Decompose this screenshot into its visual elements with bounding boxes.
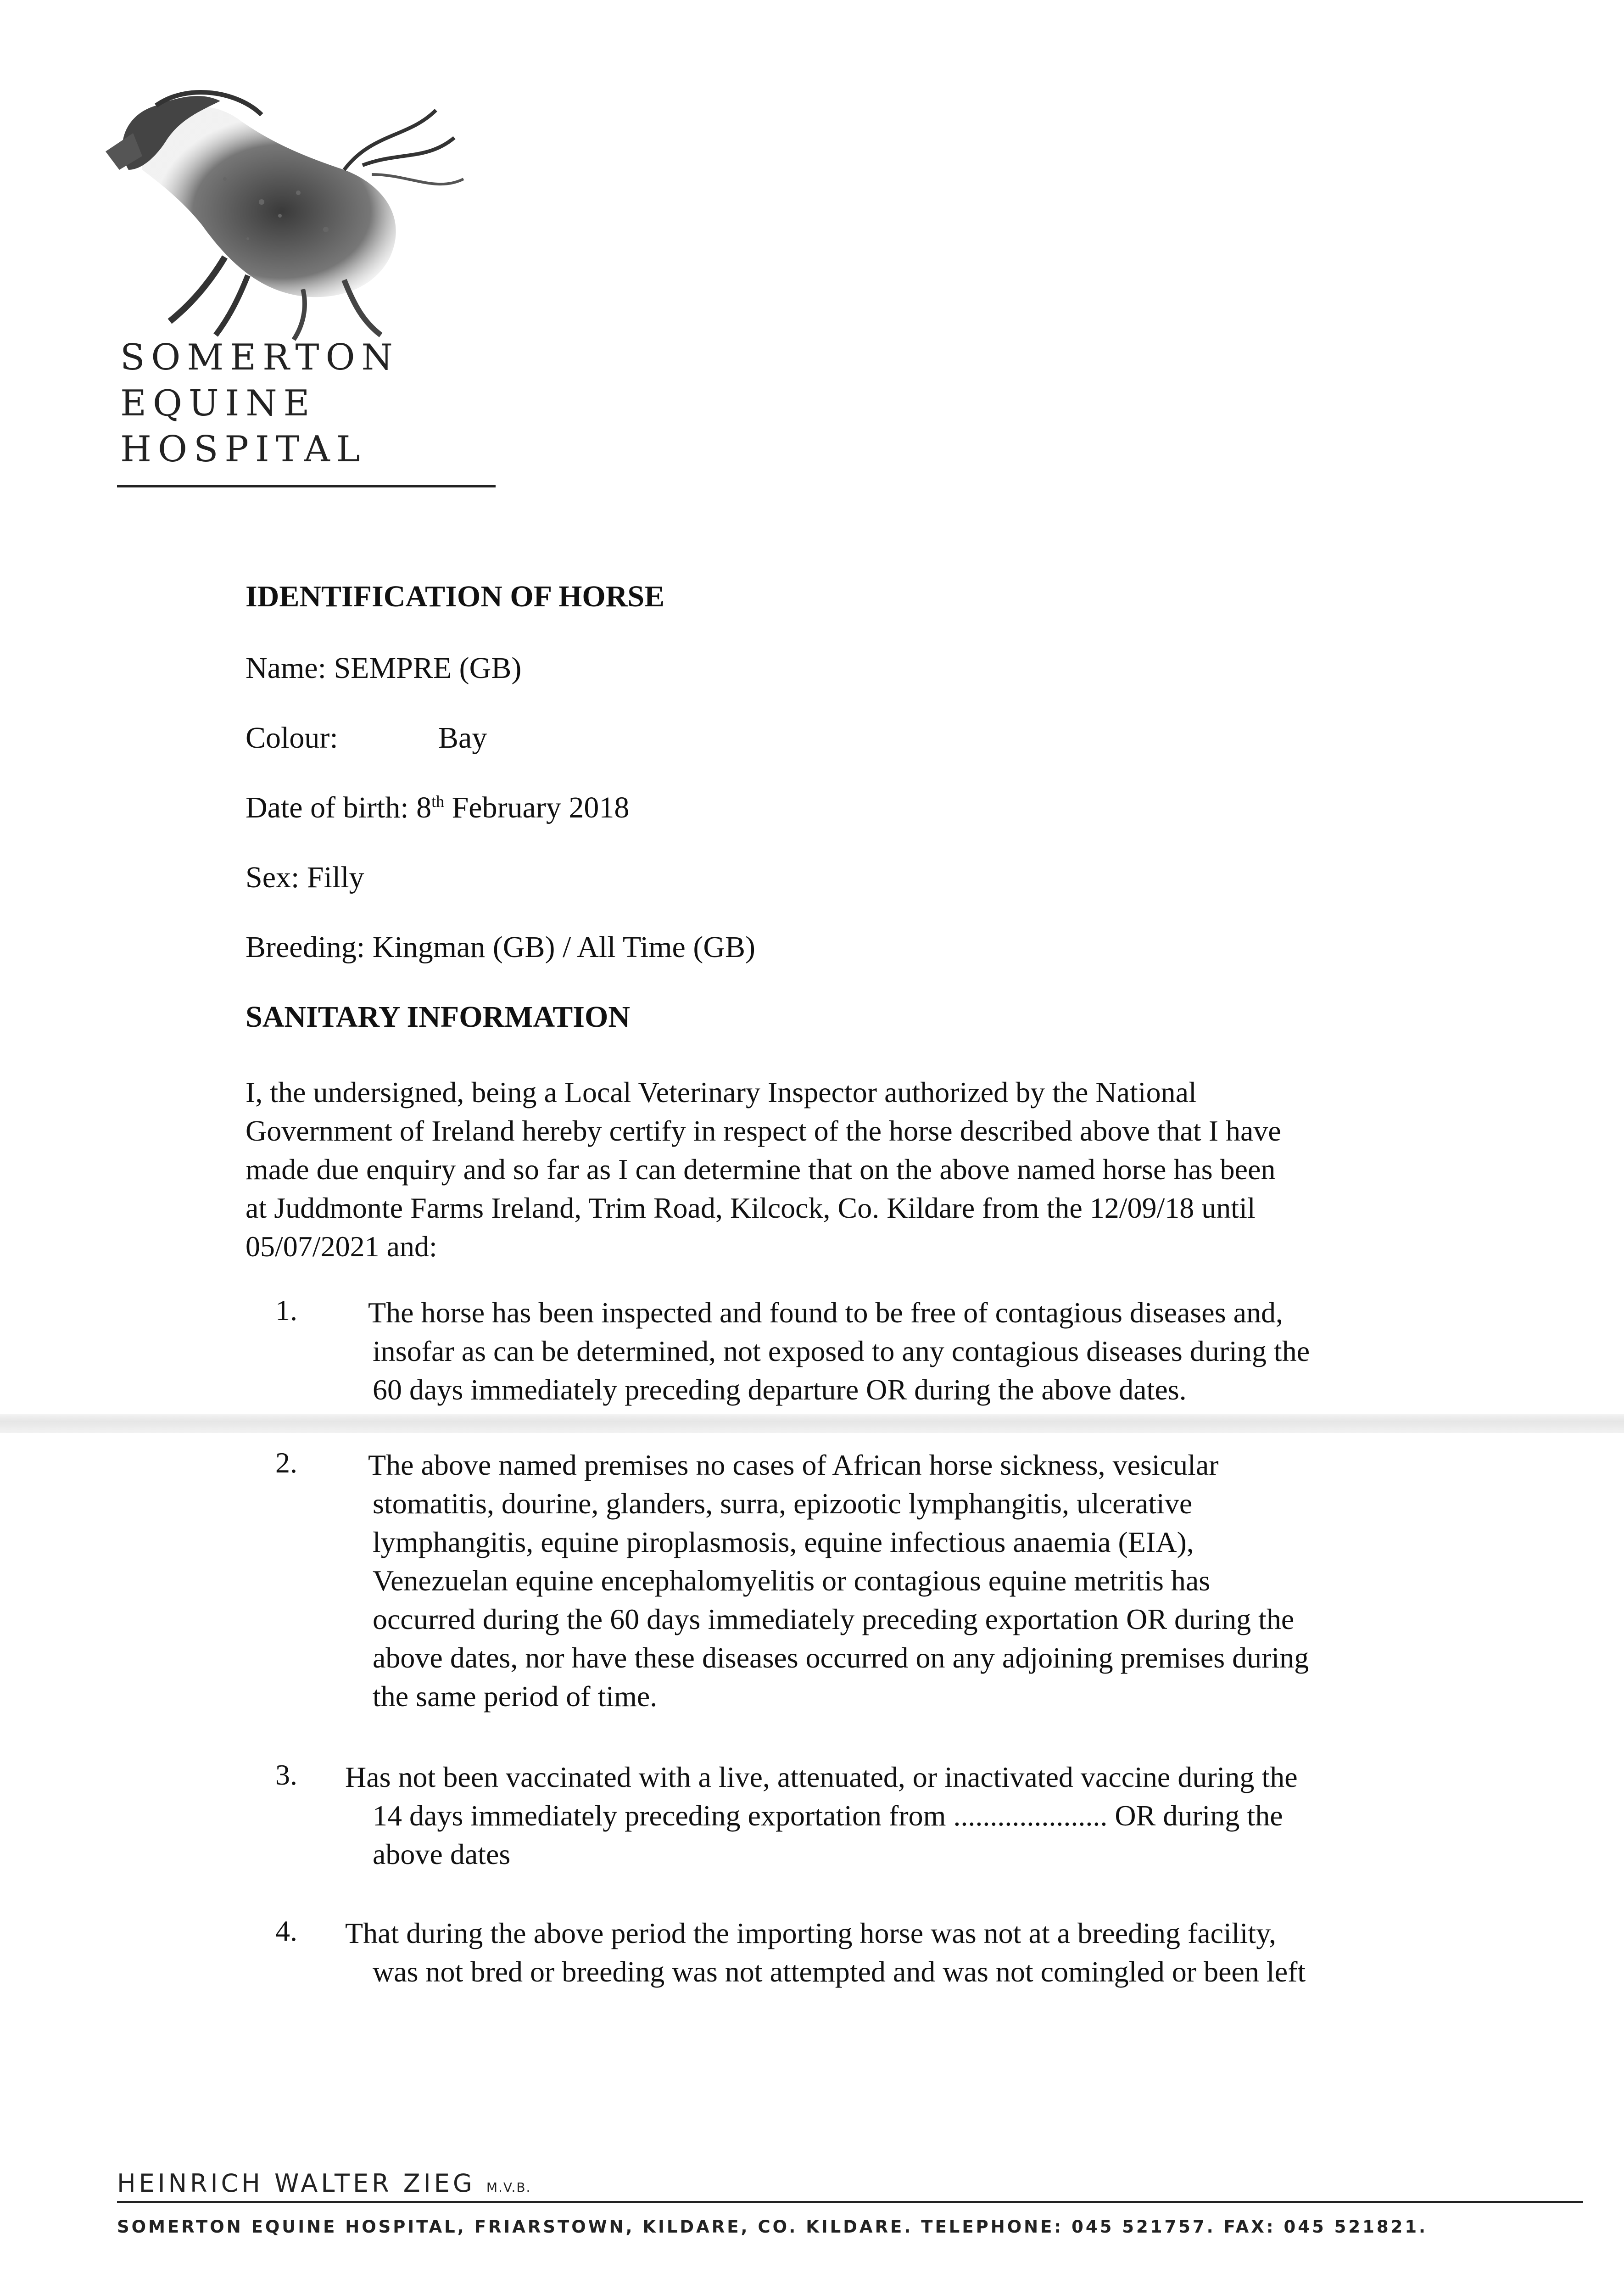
item-line: stomatitis, dourine, glanders, surra, epizootic lymphangitis, ulcerative: [373, 1487, 1193, 1520]
item-line: 14 days immediately preceding exportation from ..................... OR during the: [373, 1799, 1283, 1832]
item-line: Venezuelan equine encephalomyelitis or contagious equine metritis has: [373, 1564, 1211, 1597]
dob-day: 8: [416, 791, 432, 824]
item-2-continuation: [373, 1484, 1309, 1716]
intro-line: Government of Ireland hereby certify in respect of the horse described above that I have: [246, 1114, 1281, 1147]
item-line: above dates, nor have these diseases occurred on any adjoining premises during: [373, 1641, 1309, 1674]
item-3-continuation: [373, 1797, 1283, 1874]
footer-rule: [117, 2201, 1583, 2203]
identification-heading: IDENTIFICATION OF HORSE: [246, 580, 665, 613]
item-4-first-line: That during the above period the importing horse was not at a breeding facility,: [345, 1917, 1277, 1949]
letterhead-rule: [117, 485, 496, 487]
vet-name: HEINRICH WALTER ZIEG: [117, 2169, 475, 2198]
dob-field: [246, 790, 629, 825]
item-4-continuation: [373, 1953, 1306, 1991]
vet-qualification: M.V.B.: [486, 2180, 531, 2195]
sex-field: [246, 860, 364, 895]
item-2-first-line: The above named premises no cases of African horse sickness, vesicular: [368, 1449, 1219, 1481]
sex-label: Sex:: [246, 861, 300, 894]
item-4-number: 4.: [275, 1914, 297, 1947]
item-3-first-line: Has not been vaccinated with a live, attenuated, or inactivated vaccine during the: [345, 1761, 1298, 1793]
dob-label: Date of birth:: [246, 791, 409, 824]
intro-line: made due enquiry and so far as I can determine that on the above named horse has been: [246, 1153, 1276, 1186]
dob-suffix: th: [431, 792, 445, 811]
intro-line: I, the undersigned, being a Local Veterinary Inspector authorized by the National: [246, 1076, 1197, 1108]
letterhead-line-hospital: HOSPITAL: [120, 429, 367, 470]
name-label: Name:: [246, 651, 326, 685]
colour-label: Colour:: [246, 721, 338, 755]
item-line: above dates: [373, 1838, 511, 1870]
horse-logo-icon: [87, 64, 500, 349]
letterhead-line-somerton: SOMERTON: [120, 337, 399, 378]
scan-artifact-band: [0, 1414, 1624, 1433]
item-3-number: 3.: [275, 1758, 297, 1791]
sex-value: Filly: [307, 861, 364, 894]
colour-field: [246, 721, 487, 756]
footer-address: SOMERTON EQUINE HOSPITAL, FRIARSTOWN, KILDARE, CO. KILDARE. TELEPHONE: 045 521757. FAX: 045 521821.: [117, 2217, 1428, 2237]
item-2-number: 2.: [275, 1446, 297, 1479]
intro-line: 05/07/2021 and:: [246, 1230, 437, 1263]
item-1-first-line: The horse has been inspected and found to be free of contagious diseases and,: [368, 1296, 1283, 1329]
breeding-label: Breeding:: [246, 930, 365, 964]
name-field: [246, 651, 521, 686]
item-1-continuation: [373, 1332, 1310, 1409]
colour-value: Bay: [438, 721, 487, 755]
item-line: 60 days immediately preceding departure OR during the above dates.: [373, 1373, 1187, 1406]
breeding-field: [246, 930, 755, 965]
letterhead-line-equine: EQUINE: [120, 383, 316, 424]
item-1-number: 1.: [275, 1294, 297, 1327]
intro-line: at Juddmonte Farms Ireland, Trim Road, Kilcock, Co. Kildare from the 12/09/18 until: [246, 1192, 1256, 1224]
name-value: SEMPRE (GB): [334, 651, 522, 685]
item-line: lymphangitis, equine piroplasmosis, equine infectious anaemia (EIA),: [373, 1526, 1194, 1558]
item-line: insofar as can be determined, not exposed to any contagious diseases during the: [373, 1335, 1310, 1367]
footer-vet-name: [117, 2169, 531, 2198]
item-line: the same period of time.: [373, 1680, 658, 1713]
breeding-value: Kingman (GB) / All Time (GB): [372, 930, 755, 964]
dob-rest: February 2018: [452, 791, 630, 824]
sanitary-intro: [246, 1073, 1439, 1266]
sanitary-heading: SANITARY INFORMATION: [246, 1000, 630, 1034]
item-line: occurred during the 60 days immediately preceding exportation OR during the: [373, 1603, 1295, 1635]
item-line: was not bred or breeding was not attempted and was not comingled or been left: [373, 1955, 1306, 1988]
